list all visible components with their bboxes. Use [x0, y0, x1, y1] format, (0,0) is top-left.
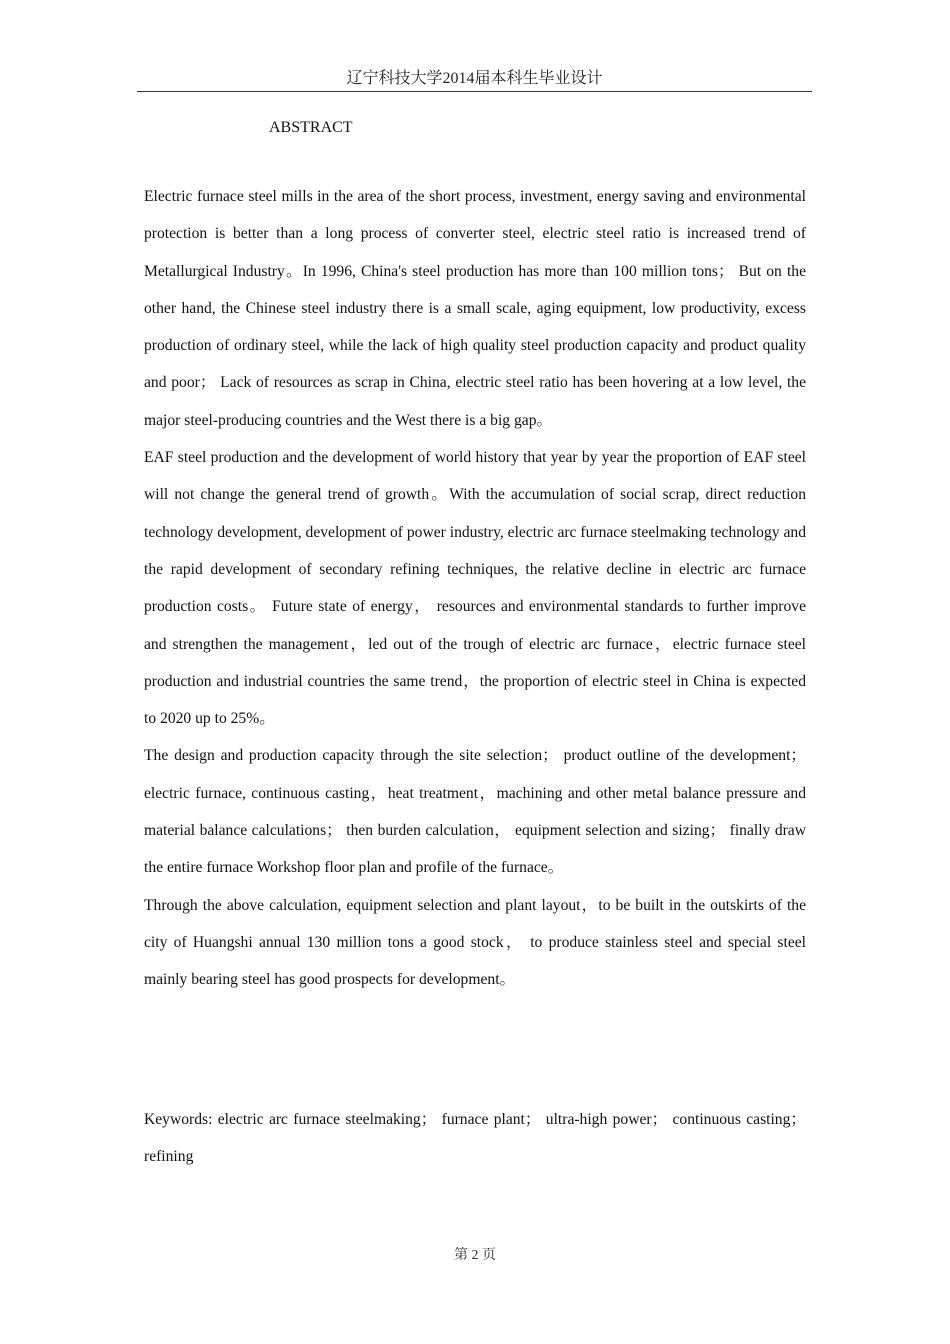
- header-divider: [137, 91, 812, 92]
- abstract-paragraph-1: Electric furnace steel mills in the area of the short process, investment, energy saving and environmental protection is better than a long process of converter steel, electric steel ratio is increased trend of Metallurgical Industry。In 1996, China's steel production has more than 100 million tons； But on the other hand, the Chinese steel industry there is a small scale, aging equipment, low productivity, excess production of ordinary steel, while the lack of high quality steel production capacity and product quality and poor； Lack of resources as scrap in China, electric steel ratio has been hovering at a low level, the major steel-producing countries and the West there is a big gap。: [144, 188, 806, 429]
- abstract-paragraph-2: EAF steel production and the development of world history that year by year the proportion of EAF steel will not change the general trend of growth。With the accumulation of social scrap, direct reduction technology development, development of power industry, electric arc furnace steelmaking technology and the rapid development of secondary refining techniques, the relative decline in electric arc furnace production costs。 Future state of energy， resources and environmental standards to further improve and strengthen the management，led out of the trough of electric arc furnace，electric furnace steel production and industrial countries the same trend，the proportion of electric steel in China is expected to 2020 up to 25%。: [144, 449, 806, 728]
- abstract-paragraph-4: Through the above calculation, equipment selection and plant layout，to be built in the outskirts of the city of Huangshi annual 130 million tons a good stock， to produce stainless steel and special steel mainly bearing steel has good prospects for development。: [144, 896, 806, 989]
- abstract-paragraph-3: The design and production capacity through the site selection； product outline of the development；electric furnace, continuous casting，heat treatment，machining and other metal balance pressure and material balance calculations； then burden calculation， equipment selection and sizing； finally draw the entire furnace Workshop floor plan and profile of the furnace。: [144, 747, 806, 877]
- abstract-body: [144, 178, 806, 999]
- keywords: Keywords: electric arc furnace steelmaking； furnace plant； ultra-high power； continuous casting；refining: [144, 1111, 806, 1166]
- abstract-heading: ABSTRACT: [269, 119, 353, 136]
- page-number: 第 2 页: [454, 1248, 496, 1263]
- page-header: 辽宁科技大学2014届本科生毕业设计: [346, 70, 603, 87]
